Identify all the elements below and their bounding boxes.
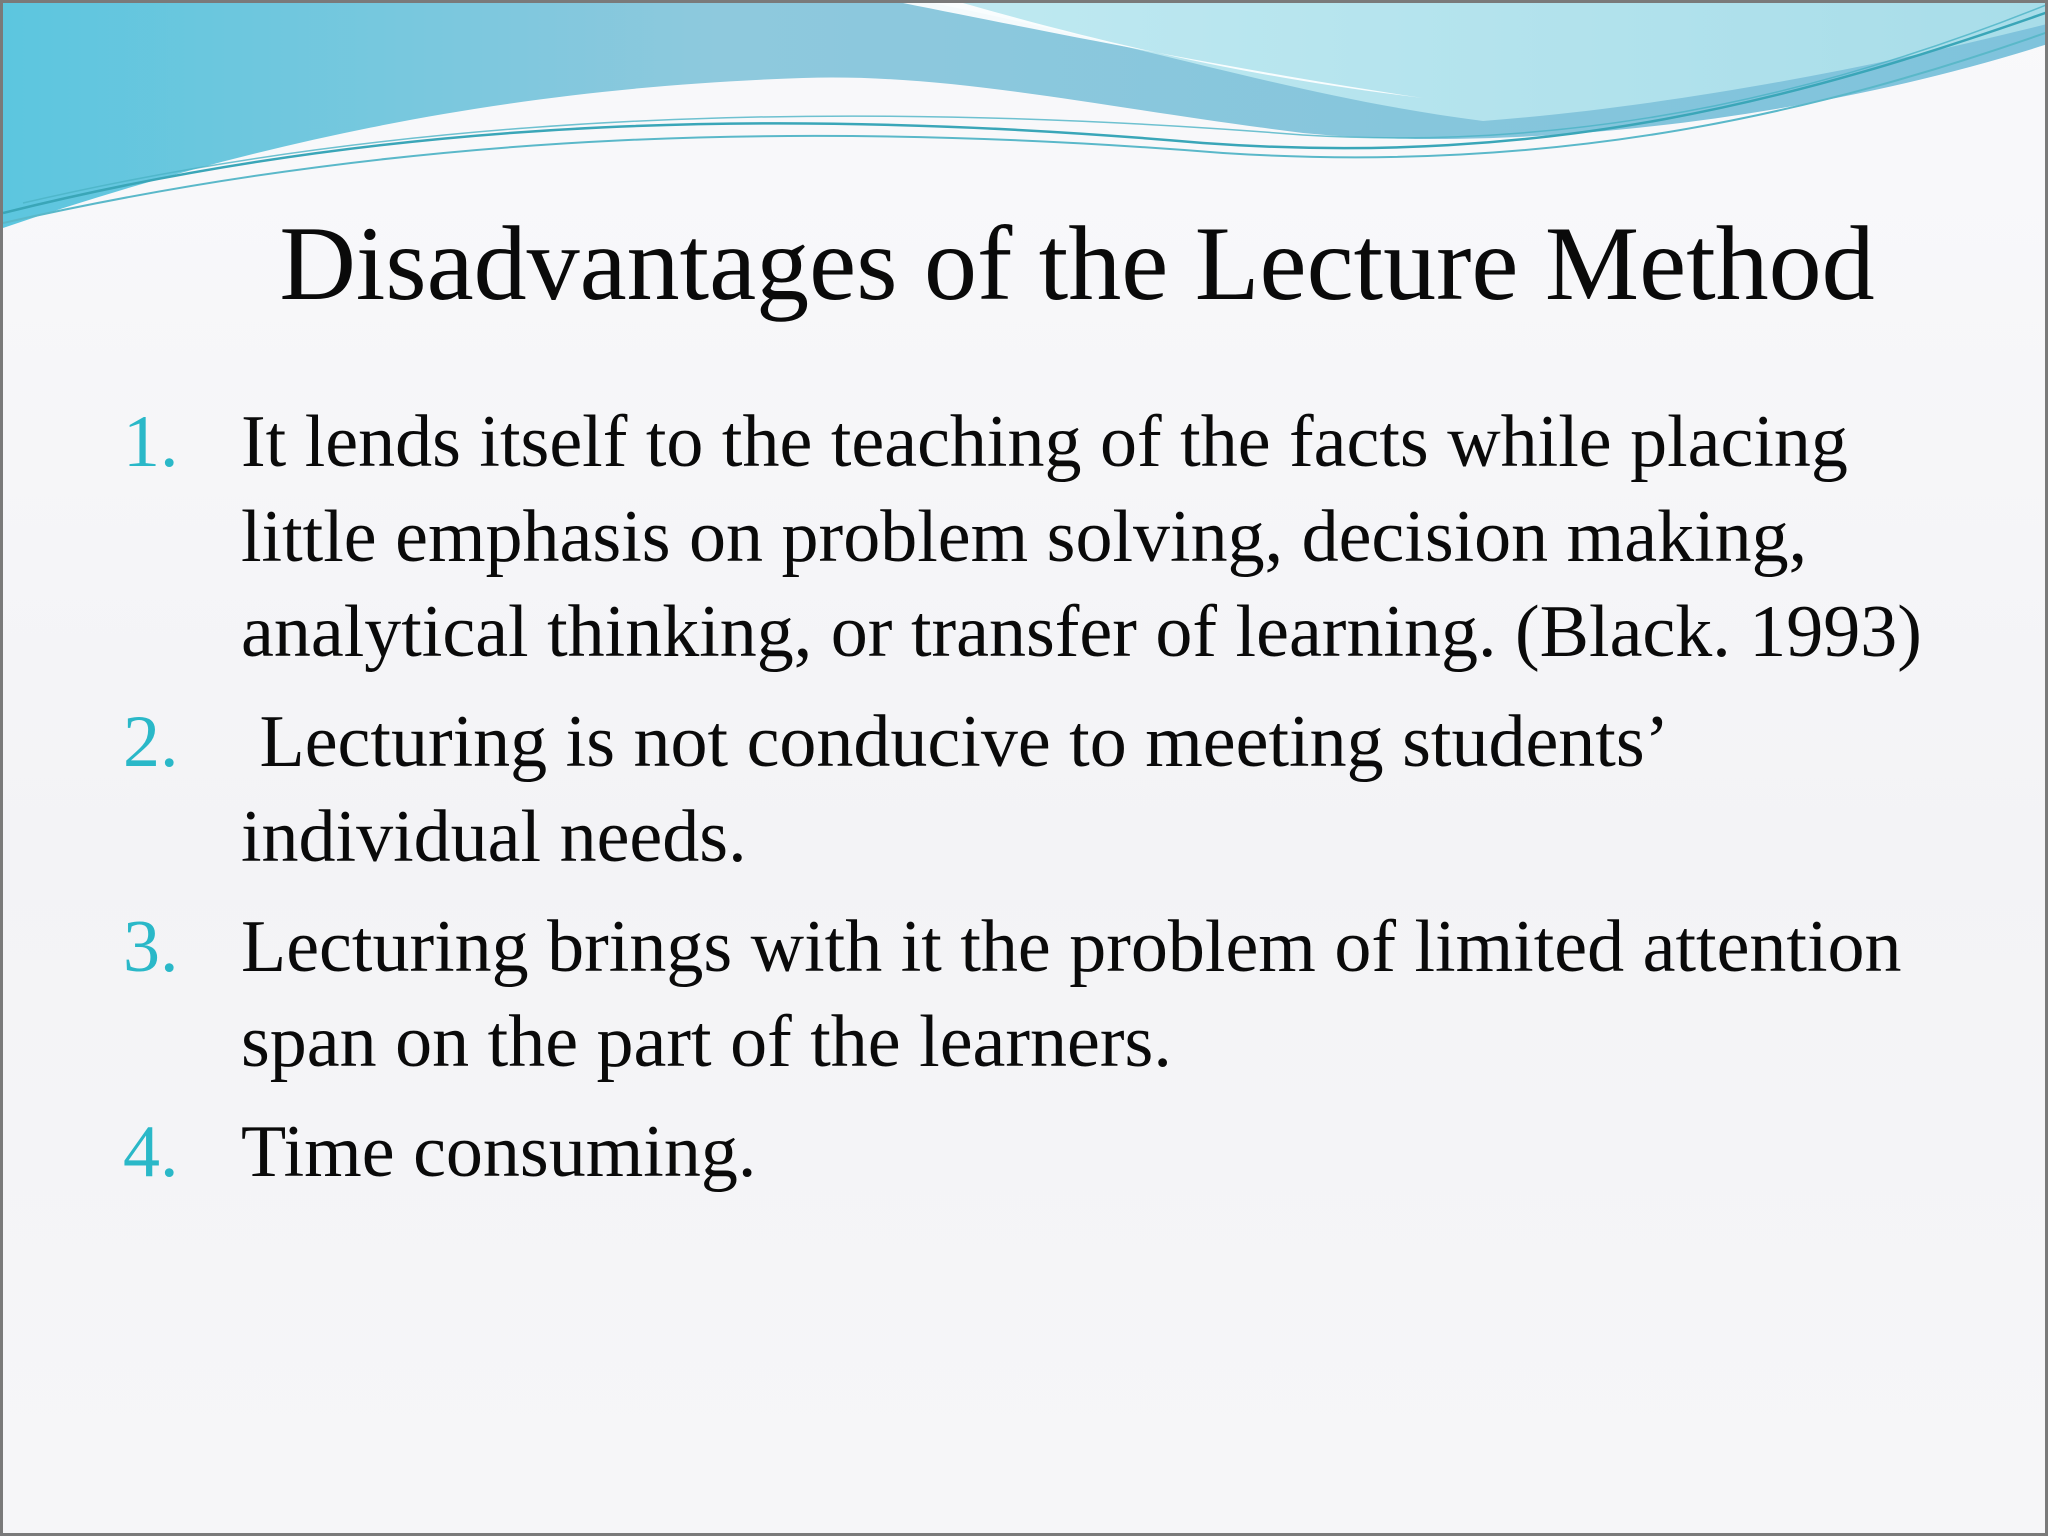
slide-title: Disadvantages of the Lecture Method [279,205,1875,322]
list-item-text: Lecturing is not conducive to meeting students’ individual needs. [241,701,1683,878]
list-item [123,395,1963,680]
list-item-number: 1. [123,401,179,483]
list-item-text: Time consuming. [241,1111,757,1193]
list-item-number: 3. [123,906,179,988]
list-item-number: 2. [123,701,179,783]
list-item-text: Lecturing brings with it the problem of limited attention span on the part of the learners. [241,906,1902,1083]
list-item-number: 4. [123,1111,179,1193]
list-item [123,1105,1963,1200]
list-item [123,695,1963,885]
list-item [123,900,1963,1090]
list-item-text: It lends itself to the teaching of the facts while placing little emphasis on problem solving, decision making, analytical thinking, or transfer of learning. (Black. 1993) [241,401,1922,673]
disadvantages-list [123,395,1963,1215]
